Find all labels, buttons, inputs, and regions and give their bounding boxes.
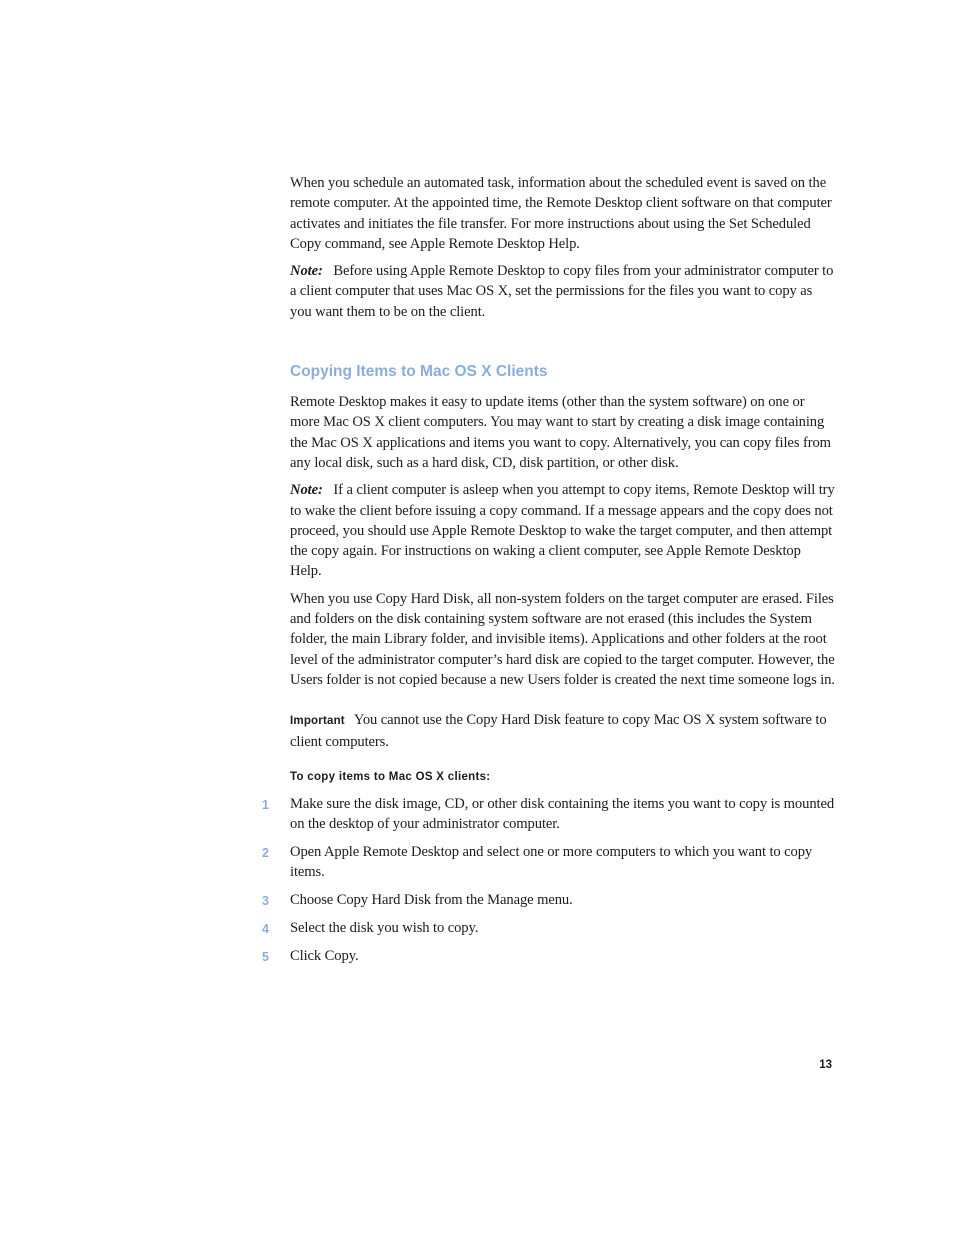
important-text: You cannot use the Copy Hard Disk feature to copy Mac OS X system software to client computers. (290, 712, 827, 750)
step-number: 2 (262, 845, 269, 860)
step-item (262, 918, 835, 938)
note-label: Note: (290, 263, 323, 280)
step-number: 1 (262, 797, 269, 812)
step-text: Open Apple Remote Desktop and select one or more computers to which you want to copy items. (290, 843, 813, 881)
note-label: Note: (290, 482, 323, 499)
step-item (262, 794, 835, 835)
note-text: If a client computer is asleep when you attempt to copy items, Remote Desktop will try to wake the client before issuing a copy command. If a message appears and the copy does not proceed, you should use Apple Remote Desktop to wake the target computer, and then attempt the copy again. For instructions on waking a client computer, see Apple Remote Desktop Help. (290, 482, 835, 580)
page-content (262, 173, 835, 973)
note-text: Before using Apple Remote Desktop to copy files from your administrator computer to a client computer that uses Mac OS X, set the permissions for the files you want to copy as you want them to be on the client. (290, 263, 834, 320)
steps-list (262, 794, 835, 966)
intro-note (290, 261, 835, 322)
page-number: 13 (819, 1059, 832, 1071)
step-text: Select the disk you wish to copy. (290, 919, 479, 936)
important-label: Important (290, 715, 345, 728)
section-paragraph-2: When you use Copy Hard Disk, all non-system folders on the target computer are erased. Files and folders on the disk containing system software are not erased (this includes the System folder, the main Library folder, and invisible items). Applications and other folders at the root level of the administrator computer’s hard disk are copied to the target computer. However, the Users folder is not copied because a new Users folder is created the next time someone logs in. (290, 590, 835, 688)
step-text: Choose Copy Hard Disk from the Manage menu. (290, 892, 573, 909)
step-number: 4 (262, 921, 269, 936)
section-note (290, 480, 835, 581)
important-callout (290, 710, 835, 752)
step-item (262, 842, 835, 883)
step-number: 3 (262, 894, 269, 909)
step-item (262, 946, 835, 966)
step-text: Make sure the disk image, CD, or other disk containing the items you want to copy is mounted on the desktop of your administrator computer. (290, 795, 835, 833)
section-heading: Copying Items to Mac OS X Clients (290, 363, 548, 381)
task-heading: To copy items to Mac OS X clients: (290, 770, 491, 783)
intro-paragraph: When you schedule an automated task, information about the scheduled event is saved on the remote computer. At the appointed time, the Remote Desktop client software on that computer activates and initiates the file transfer. For more instructions about using the Set Scheduled Copy command, see Apple Remote Desktop Help. (290, 175, 832, 252)
step-item (262, 890, 835, 910)
step-number: 5 (262, 949, 269, 964)
step-text: Click Copy. (290, 947, 359, 964)
section-paragraph-1: Remote Desktop makes it easy to update items (other than the system software) on one or more Mac OS X client computers. You may want to start by creating a disk image containing the Mac OS X applications and items you want to copy. Alternatively, you can copy files from any local disk, such as a hard disk, CD, disk partition, or other disk. (290, 394, 831, 471)
